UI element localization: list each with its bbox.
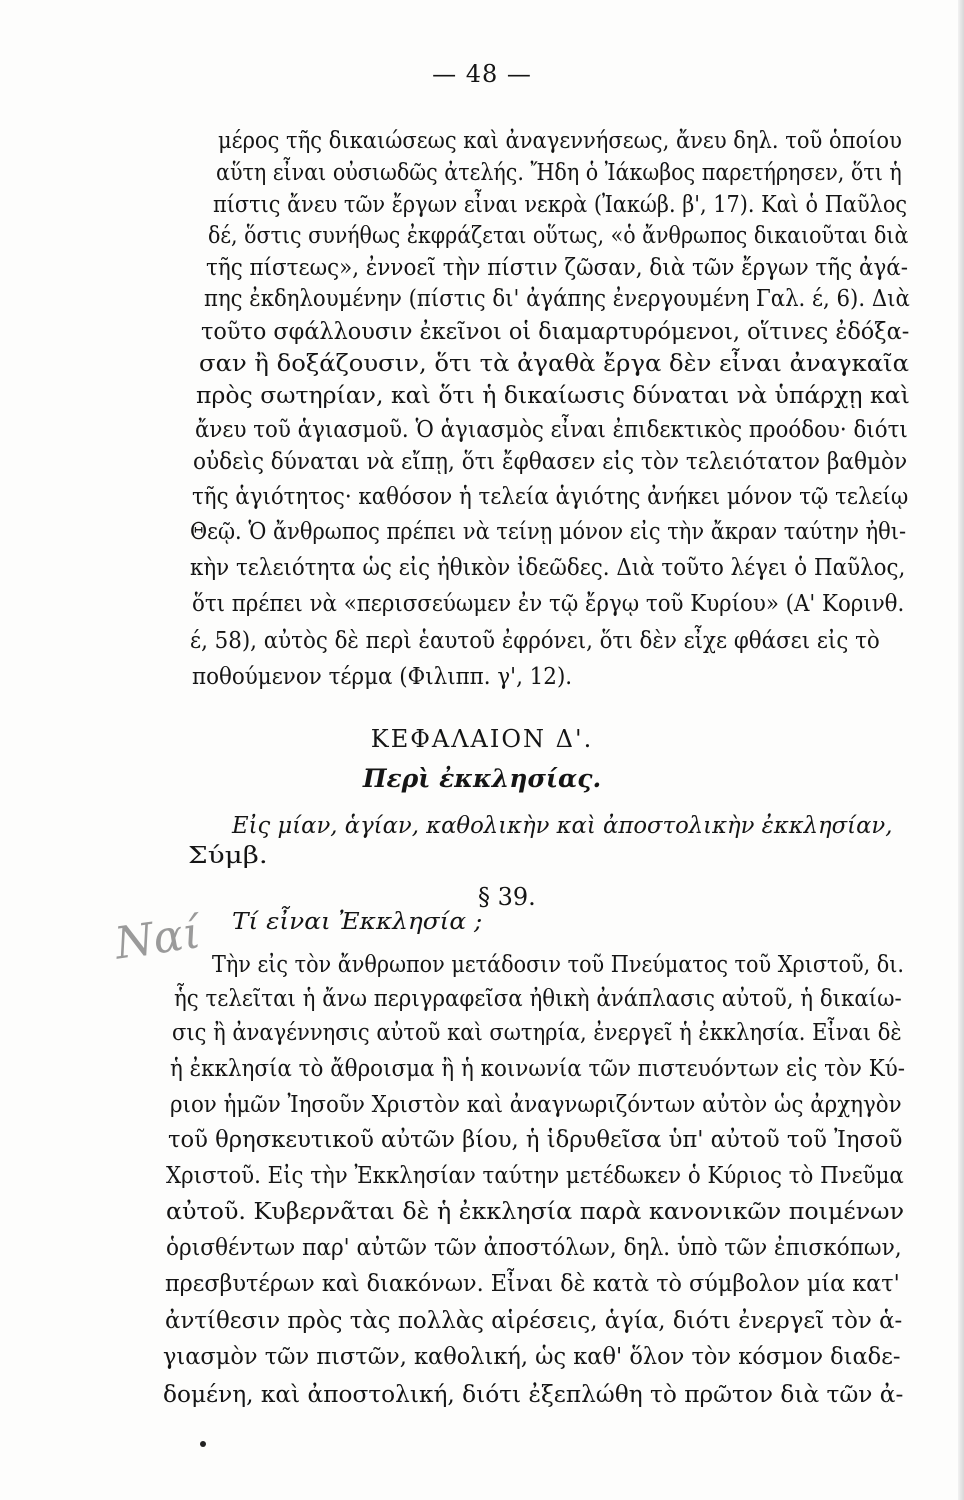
chapter-subtitle: Περὶ ἐκκλησίας. — [362, 764, 602, 793]
text-line: πίστις ἄνευ τῶν ἔργων εἶναι νεκρὰ (Ἰακώβ. β', 17). Καὶ ὁ Παῦλος — [213, 192, 908, 218]
creed-quote-line: Εἰς μίαν, ἁγίαν, καθολικὴν καὶ ἀποστολικὴν ἐκκλησίαν, — [232, 813, 893, 839]
text-line: αὐτοῦ. Κυβερνᾶται δὲ ἡ ἐκκλησία παρὰ κανονικῶν ποιμένων — [166, 1199, 905, 1225]
text-line: οὐδεὶς δύναται νὰ εἴπῃ, ὅτι ἔφθασεν εἰς τὸν τελειότατον βαθμὸν — [193, 449, 908, 475]
text-line: κὴν τελειότητα ὡς εἰς ἠθικὸν ἰδεῶδες. Διὰ τοῦτο λέγει ὁ Παῦλος, — [190, 555, 906, 581]
text-line: τοῦ θρησκευτικοῦ αὐτῶν βίου, ἡ ἱδρυθεῖσα ὑπ' αὐτοῦ τοῦ Ἰησοῦ — [168, 1127, 903, 1153]
text-line: Τὴν εἰς τὸν ἄνθρωπον μετάδοσιν τοῦ Πνεύματος τοῦ Χριστοῦ, δι. — [212, 952, 904, 978]
text-line: έ, 58), αὐτὸς δὲ περὶ ἑαυτοῦ ἐφρόνει, ὅτι δὲν εἶχε φθάσει εἰς τὸ — [190, 628, 880, 654]
text-line: Θεῷ. Ὁ ἄνθρωπος πρέπει νὰ τείνῃ μόνον εἰς τὴν ἄκραν ταύτην ἠθι- — [190, 519, 907, 545]
text-line: τῆς πίστεως», ἐννοεῖ τὴν πίστιν ζῶσαν, διὰ τῶν ἔργων τῆς ἀγά- — [206, 255, 909, 281]
ink-dot — [200, 1441, 206, 1447]
text-line: ριον ἡμῶν Ἰησοῦν Χριστὸν καὶ ἀναγνωριζόντων αὐτὸν ὡς ἀρχηγὸν — [170, 1092, 902, 1118]
text-line: ἡ ἐκκλησία τὸ ἄθροισμα ἢ ἡ κοινωνία τῶν πιστευόντων εἰς τὸν Κύ- — [170, 1056, 905, 1082]
page-edge-shadow — [958, 0, 964, 1500]
text-line: πρὸς σωτηρίαν, καὶ ὅτι ἡ δικαίωσις δύναται νὰ ὑπάρχῃ καὶ — [196, 383, 910, 409]
text-line: ἄνευ τοῦ ἁγιασμοῦ. Ὁ ἁγιασμὸς εἶναι ἐπιδεκτικὸς προόδου· διότι — [195, 417, 908, 443]
text-line: μέρος τῆς δικαιώσεως καὶ ἀναγεννήσεως, ἄνευ δηλ. τοῦ ὁποίου — [218, 128, 902, 154]
text-line: πης ἐκδηλουμένην (πίστις δι' ἀγάπης ἐνεργουμένη Γαλ. έ, 6). Διὰ — [204, 286, 910, 312]
text-line: ὅτι πρέπει νὰ «περισσεύωμεν ἐν τῷ ἔργῳ τοῦ Κυρίου» (Α' Κορινθ. — [192, 591, 905, 617]
text-line: τοῦτο σφάλλουσιν ἐκεῖνοι οἱ διαμαρτυρόμενοι, οἵτινες ἐδόξα- — [201, 319, 910, 345]
text-line: σις ἢ ἀναγέννησις αὐτοῦ καὶ σωτηρία, ἐνεργεῖ ἡ ἐκκλησία. Εἶναι δὲ — [172, 1020, 902, 1046]
text-line: αὕτη εἶναι οὐσιωδῶς ἀτελής. Ἤδη ὁ Ἰάκωβος παρετήρησεν, ὅτι ἡ — [216, 160, 902, 186]
text-line: ὁρισθέντων παρ' αὐτῶν τῶν ἀποστόλων, δηλ. ὑπὸ τῶν ἐπισκόπων, — [166, 1235, 902, 1261]
section-question: Τί εἶναι Ἐκκλησία ; — [232, 909, 483, 935]
text-line: δέ, ὅστις συνήθως ἐκφράζεται οὕτως, «ὁ ἄνθρωπος δικαιοῦται διὰ — [208, 223, 909, 249]
text-line: Χριστοῦ. Εἰς τὴν Ἐκκλησίαν ταύτην μετέδωκεν ὁ Κύριος τὸ Πνεῦμα — [166, 1163, 904, 1189]
page-number: — 48 — — [432, 60, 532, 88]
text-line: σαν ἢ δοξάζουσιν, ὅτι τὰ ἀγαθὰ ἔργα δὲν εἶναι ἀναγκαῖα — [199, 351, 910, 377]
text-line: τῆς ἁγιότητος· καθόσον ἡ τελεία ἁγιότης ἀνήκει μόνον τῷ τελείῳ — [192, 484, 909, 510]
text-line: ἧς τελεῖται ἡ ἄνω περιγραφεῖσα ἠθικὴ ἀνάπλασις αὐτοῦ, ἡ δικαίω- — [174, 986, 902, 1012]
text-line: πρεσβυτέρων καὶ διακόνων. Εἶναι δὲ κατὰ τὸ σύμβολον μία κατ' — [165, 1271, 900, 1297]
text-line: ἀντίθεσιν πρὸς τὰς πολλὰς αἱρέσεις, ἁγία, διότι ἐνεργεῖ τὸν ἁ- — [165, 1308, 903, 1334]
text-line: ποθούμενον τέρμα (Φιλιππ. γ', 12). — [192, 664, 573, 690]
handwritten-margin-note: Ναί — [111, 907, 204, 970]
text-line: γιασμὸν τῶν πιστῶν, καθολική, ὡς καθ' ὅλον τὸν κόσμον διαδε- — [163, 1344, 901, 1370]
section-number: § 39. — [478, 883, 536, 911]
text-line: δομένη, καὶ ἀποστολική, διότι ἐξεπλώθη τὸ πρῶτον διὰ τῶν ἀ- — [163, 1382, 904, 1408]
creed-quote-source: Σύμβ. — [188, 843, 268, 869]
chapter-title: ΚΕΦΑΛΑΙΟΝ Δ'. — [370, 725, 594, 753]
